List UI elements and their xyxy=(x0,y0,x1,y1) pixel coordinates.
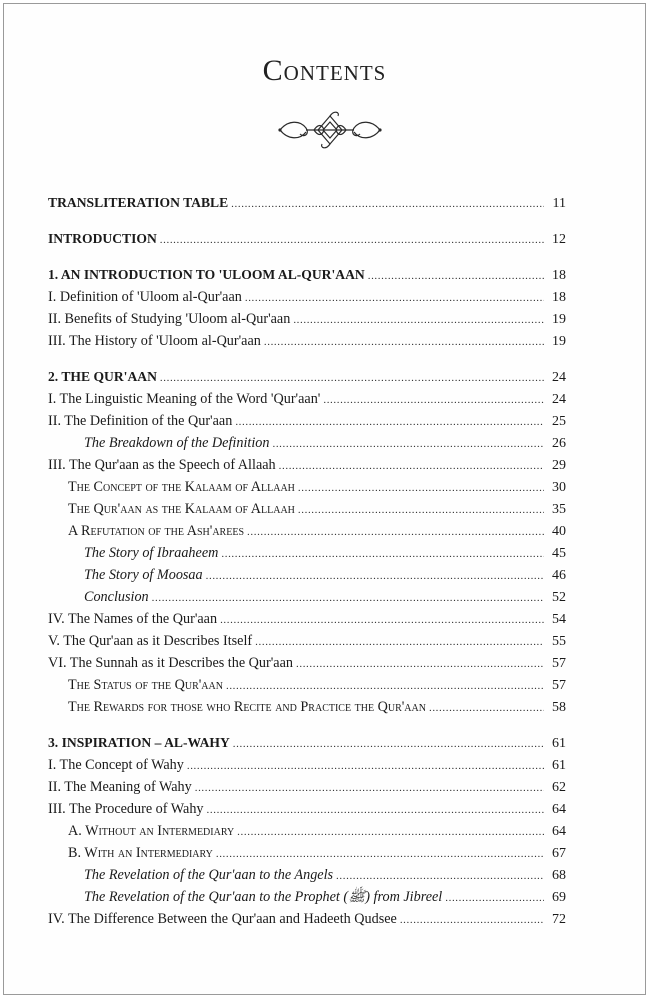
dot-leader xyxy=(195,777,544,799)
toc-entry-label: TRANSLITERATION TABLE xyxy=(48,195,229,210)
dot-leader xyxy=(296,653,544,675)
dot-leader xyxy=(298,499,544,521)
toc-entry xyxy=(48,564,566,586)
toc-entry-label: V. The Qur'aan as it Describes Itself xyxy=(48,633,253,649)
toc-entry-label: The Breakdown of the Definition xyxy=(84,435,270,451)
toc-entry xyxy=(48,608,566,630)
dot-leader xyxy=(160,229,544,251)
toc-entry-label: B. With an Intermediary xyxy=(68,845,213,861)
toc-entry xyxy=(48,498,566,520)
toc-page-number: 24 xyxy=(552,370,566,385)
toc-entry xyxy=(48,732,566,754)
dot-leader xyxy=(226,675,544,697)
toc-page-number: 26 xyxy=(552,436,566,451)
toc-entry xyxy=(48,586,566,608)
toc-entry xyxy=(48,366,566,388)
toc-page-number: 68 xyxy=(552,868,566,883)
toc-entry-label: 3. INSPIRATION – AL-WAHY xyxy=(48,735,230,750)
toc-page-number: 40 xyxy=(552,524,566,539)
toc-entry xyxy=(48,192,566,214)
toc-entry-label: The Status of the Qur'aan xyxy=(68,677,223,693)
toc-entry xyxy=(48,454,566,476)
toc-entry xyxy=(48,886,566,908)
toc-entry-label: The Revelation of the Qur'aan to the Prophet (ﷺ) from Jibreel xyxy=(84,889,443,905)
dot-leader xyxy=(235,411,544,433)
toc-entry-label: III. The Qur'aan as the Speech of Allaah xyxy=(48,457,276,473)
dot-leader xyxy=(293,309,544,331)
toc-page-number: 62 xyxy=(552,780,566,795)
toc-entry xyxy=(48,264,566,286)
toc-entry-label: I. Definition of 'Uloom al-Qur'aan xyxy=(48,289,242,305)
toc-entry xyxy=(48,286,566,308)
toc-page-number: 46 xyxy=(552,568,566,583)
toc-page-number: 54 xyxy=(552,612,566,627)
toc-entry xyxy=(48,754,566,776)
toc-page-number: 19 xyxy=(552,334,566,349)
dot-leader xyxy=(237,821,544,843)
toc-page-number: 12 xyxy=(552,232,566,247)
toc-page-number: 69 xyxy=(552,890,566,905)
toc-entry-label: 2. THE QUR'AAN xyxy=(48,369,157,384)
toc-entry xyxy=(48,652,566,674)
toc-entry xyxy=(48,908,566,930)
toc-page-number: 35 xyxy=(552,502,566,517)
toc-entry xyxy=(48,864,566,886)
dot-leader xyxy=(231,193,544,215)
toc-page-number: 61 xyxy=(552,736,566,751)
toc-entry xyxy=(48,228,566,250)
toc-entry-label: 1. AN INTRODUCTION TO 'ULOOM AL-QUR'AAN xyxy=(48,267,365,282)
toc-entry xyxy=(48,630,566,652)
dot-leader xyxy=(160,367,544,389)
toc-entry xyxy=(48,410,566,432)
toc-entry-label: II. The Meaning of Wahy xyxy=(48,779,192,795)
toc-entry-label: I. The Linguistic Meaning of the Word 'Qur'aan' xyxy=(48,391,321,407)
dot-leader xyxy=(400,909,544,931)
toc-entry-label: The Story of Moosaa xyxy=(84,567,203,583)
toc-page-number: 45 xyxy=(552,546,566,561)
dot-leader xyxy=(255,631,544,653)
dot-leader xyxy=(206,565,544,587)
toc-entry-label: A Refutation of the Ash'arees xyxy=(68,523,245,539)
toc-entry-label: Conclusion xyxy=(84,589,149,605)
toc-entry-label: III. The Procedure of Wahy xyxy=(48,801,204,817)
toc-entry-label: I. The Concept of Wahy xyxy=(48,757,184,773)
page-title: Contents xyxy=(262,54,387,87)
toc-entry-label: The Concept of the Kalaam of Allaah xyxy=(68,479,295,495)
dot-leader xyxy=(298,477,544,499)
toc-entry xyxy=(48,308,566,330)
toc-entry-label: II. Benefits of Studying 'Uloom al-Qur'aan xyxy=(48,311,291,327)
toc-page-number: 52 xyxy=(552,590,566,605)
table-of-contents xyxy=(48,192,566,930)
toc-entry xyxy=(48,432,566,454)
toc-page-number: 30 xyxy=(552,480,566,495)
dot-leader xyxy=(429,697,544,719)
toc-entry xyxy=(48,776,566,798)
dot-leader xyxy=(220,609,544,631)
dot-leader xyxy=(245,287,544,309)
toc-page-number: 72 xyxy=(552,912,566,927)
toc-entry-label: III. The History of 'Uloom al-Qur'aan xyxy=(48,333,261,349)
toc-entry-label: A. Without an Intermediary xyxy=(68,823,235,839)
toc-page-number: 25 xyxy=(552,414,566,429)
toc-entry xyxy=(48,542,566,564)
toc-entry-label: VI. The Sunnah as it Describes the Qur'aan xyxy=(48,655,293,671)
toc-page-number: 58 xyxy=(552,700,566,715)
toc-entry xyxy=(48,520,566,542)
toc-page-number: 64 xyxy=(552,802,566,817)
toc-entry-label: II. The Definition of the Qur'aan xyxy=(48,413,233,429)
toc-entry-label: The Rewards for those who Recite and Practice the Qur'aan xyxy=(68,699,426,715)
toc-entry xyxy=(48,842,566,864)
toc-entry-label: The Revelation of the Qur'aan to the Angels xyxy=(84,867,334,883)
toc-page-number: 57 xyxy=(552,678,566,693)
toc-page-number: 24 xyxy=(552,392,566,407)
toc-entry xyxy=(48,330,566,352)
book-page xyxy=(3,3,646,995)
dot-leader xyxy=(336,865,544,887)
toc-page-number: 55 xyxy=(552,634,566,649)
dot-leader xyxy=(152,587,544,609)
toc-entry-label: The Qur'aan as the Kalaam of Allaah xyxy=(68,501,295,517)
dot-leader xyxy=(264,331,544,353)
ornament-flourish-icon xyxy=(274,108,386,152)
toc-entry xyxy=(48,674,566,696)
dot-leader xyxy=(221,543,544,565)
toc-entry-label: IV. The Difference Between the Qur'aan and Hadeeth Qudsee xyxy=(48,911,397,927)
dot-leader xyxy=(216,843,544,865)
toc-entry-label: IV. The Names of the Qur'aan xyxy=(48,611,218,627)
toc-page-number: 67 xyxy=(552,846,566,861)
toc-page-number: 57 xyxy=(552,656,566,671)
dot-leader xyxy=(272,433,544,455)
toc-entry xyxy=(48,696,566,718)
dot-leader xyxy=(368,265,544,287)
toc-page-number: 18 xyxy=(552,268,566,283)
toc-entry xyxy=(48,798,566,820)
toc-page-number: 11 xyxy=(552,196,566,211)
dot-leader xyxy=(323,389,544,411)
toc-page-number: 61 xyxy=(552,758,566,773)
dot-leader xyxy=(187,755,544,777)
toc-entry-label: INTRODUCTION xyxy=(48,231,157,246)
toc-entry xyxy=(48,820,566,842)
toc-page-number: 19 xyxy=(552,312,566,327)
toc-page-number: 18 xyxy=(552,290,566,305)
dot-leader xyxy=(233,733,544,755)
toc-page-number: 64 xyxy=(552,824,566,839)
toc-page-number: 29 xyxy=(552,458,566,473)
toc-entry xyxy=(48,476,566,498)
toc-entry xyxy=(48,388,566,410)
toc-entry-label: The Story of Ibraaheem xyxy=(84,545,219,561)
dot-leader xyxy=(279,455,544,477)
dot-leader xyxy=(207,799,544,821)
dot-leader xyxy=(445,887,544,909)
dot-leader xyxy=(247,521,544,543)
